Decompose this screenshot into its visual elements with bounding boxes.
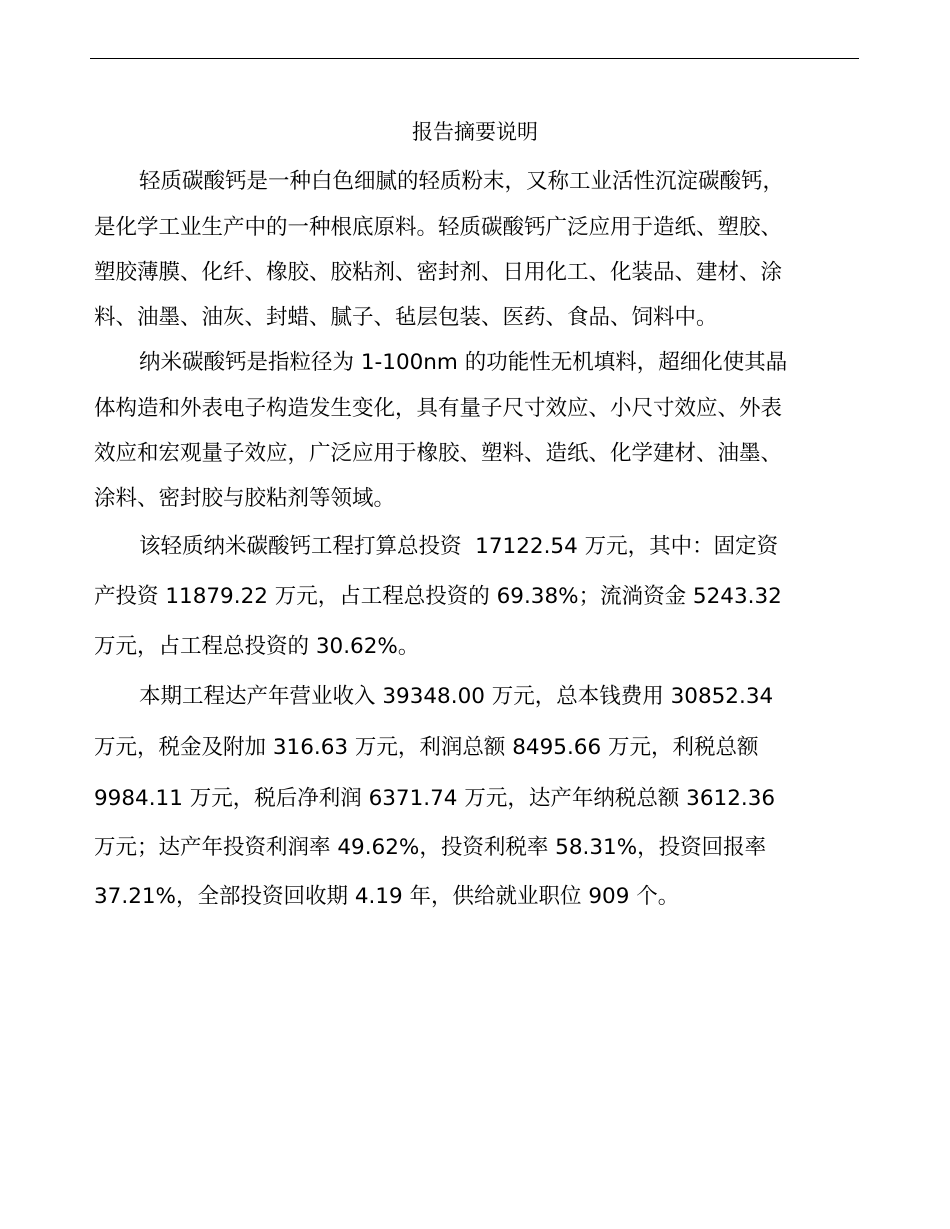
paragraph-2-line-1: 纳米碳酸钙是指粒径为 1-100nm 的功能性无机填料，超细化使其晶 [139, 350, 788, 375]
paragraph-3-line-3: 万元，占工程总投资的 30.62%。 [94, 634, 420, 659]
paragraph-1-line-3: 塑胶薄膜、化纤、橡胶、胶粘剂、密封剂、日用化工、化装品、建材、涂 [94, 260, 783, 285]
paragraph-2-line-4: 涂料、密封胶与胶粘剂等领域。 [94, 486, 396, 511]
header-rule [90, 58, 859, 59]
paragraph-3-line-2: 产投资 11879.22 万元，占工程总投资的 69.38%；流淌资金 5243.32 [94, 584, 782, 609]
paragraph-1-line-4: 料、油墨、油灰、封蜡、腻子、毡层包装、医药、食品、饲料中。 [94, 305, 718, 330]
paragraph-4-line-1: 本期工程达产年营业收入 39348.00 万元，总本钱费用 30852.34 [139, 684, 774, 709]
paragraph-4-line-3: 9984.11 万元，税后净利润 6371.74 万元，达产年纳税总额 3612.36 [94, 786, 776, 811]
paragraph-4-line-2: 万元，税金及附加 316.63 万元，利润总额 8495.66 万元，利税总额 [94, 735, 759, 760]
paragraph-2-line-3: 效应和宏观量子效应，广泛应用于橡胶、塑料、造纸、化学建材、油墨、 [94, 441, 783, 466]
paragraph-3-line-1: 该轻质纳米碳酸钙工程打算总投资 17122.54 万元，其中：固定资 [139, 534, 779, 559]
paragraph-4-line-4: 万元；达产年投资利润率 49.62%，投资利税率 58.31%，投资回报率 [94, 835, 767, 860]
paragraph-4-line-5: 37.21%，全部投资回收期 4.19 年，供给就业职位 909 个。 [94, 884, 680, 909]
paragraph-2-line-2: 体构造和外表电子构造发生变化，具有量子尺寸效应、小尺寸效应、外表 [94, 396, 783, 421]
page-title: 报告摘要说明 [412, 120, 538, 144]
paragraph-1-line-2: 是化学工业生产中的一种根底原料。轻质碳酸钙广泛应用于造纸、塑胶、 [94, 215, 783, 240]
paragraph-1-line-1: 轻质碳酸钙是一种白色细腻的轻质粉末，又称工业活性沉淀碳酸钙， [139, 169, 785, 194]
